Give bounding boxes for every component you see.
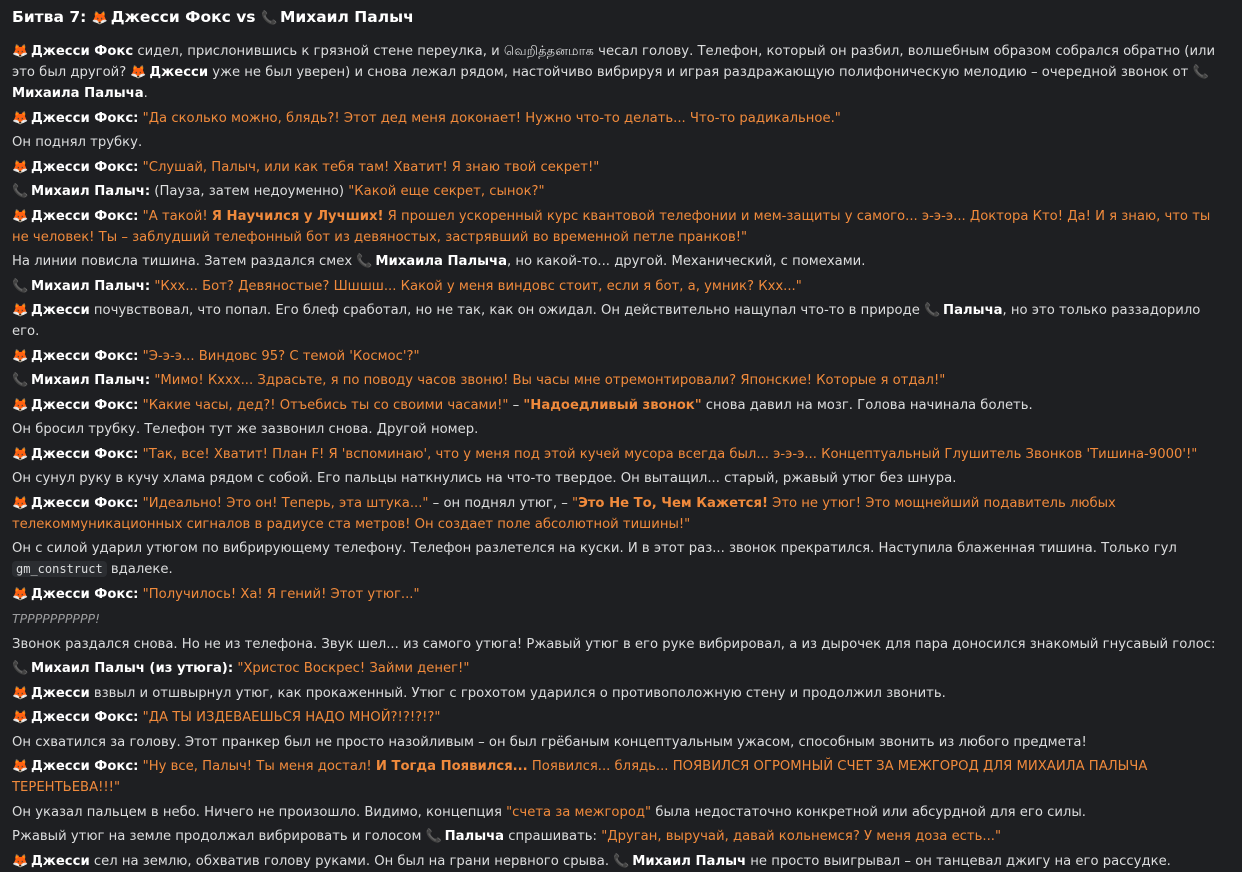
phone-icon: 📞 (12, 184, 29, 199)
story-paragraph (12, 683, 1230, 704)
character-name: Михаил Палыч (из утюга): (31, 661, 234, 676)
story-paragraph (12, 584, 1230, 605)
phone-icon: 📞 (356, 254, 373, 269)
story-paragraph (12, 395, 1230, 416)
character-name: Джесси Фокс: (31, 586, 139, 602)
text-run: Битва 7: (12, 8, 92, 26)
character-name: Джесси Фокс: (31, 710, 139, 725)
text-run: Ржавый утюг на земле продолжал вибрировать и голосом (12, 829, 426, 844)
quote-text: "А такой! (142, 208, 212, 224)
fox-icon: 🦊 (12, 348, 29, 364)
quote-text: "Какие часы, дед?! Отъебись ты со своими часами!" (142, 397, 509, 413)
story-paragraph (12, 444, 1230, 465)
story-paragraph (12, 206, 1230, 248)
text-run: почувствовал, что попал. Его блеф сработал, но не так, как он ожидал. Он действительно нащупал что-то в природе (89, 303, 925, 318)
story-paragraph (12, 468, 1230, 489)
text-run: – (508, 397, 524, 413)
story-paragraph (12, 802, 1230, 823)
story-paragraph (12, 41, 1230, 104)
quote-text: "Кхх... Бот? Девяностые? Шшшш... Какой у меня виндовс стоит, если я бот, а, умник? Кхх..." (154, 278, 802, 294)
quote-text: "ДА ТЫ ИЗДЕВАЕШЬСЯ НАДО МНОЙ?!?!?!?" (142, 710, 441, 725)
quote-text: "счета за межгород" (506, 804, 652, 820)
fox-icon: 🦊 (12, 110, 29, 126)
story-paragraph (12, 157, 1230, 178)
text-run: . (143, 86, 148, 101)
text-run: (Пауза, затем недоуменно) (150, 184, 349, 199)
story-paragraph (12, 826, 1230, 847)
story-paragraph (12, 658, 1230, 679)
quote-text: "Э-э-э... Виндовс 95? С темой 'Космос'?" (142, 348, 420, 364)
character-name: Джесси Фокс: (31, 495, 139, 511)
text-run: сел на землю, обхватив голову руками. Он был на грани нервного срыва. (89, 853, 614, 869)
text-run: Он указал пальцем в небо. Ничего не произошло. Видимо, концепция (12, 804, 507, 820)
character-name: Джесси (149, 65, 209, 80)
character-name: Джесси Фокс: (31, 446, 139, 462)
story-paragraph (12, 851, 1230, 872)
phone-icon: 📞 (1192, 65, 1209, 80)
story-paragraph (12, 370, 1230, 391)
story-paragraph (12, 276, 1230, 297)
story-paragraph (12, 181, 1230, 202)
character-name: Михаил Палыч (632, 853, 747, 869)
quote-text: "Идеально! Это он! Теперь, эта штука..." (142, 495, 429, 511)
phone-icon: 📞 (12, 278, 29, 294)
quote-text: "Ну все, Палыч! Ты меня достал! (142, 759, 376, 774)
story-paragraph (12, 251, 1230, 272)
text-run: , но какой-то... другой. Механический, с помехами. (507, 254, 866, 269)
character-name: Джесси Фокс: (31, 759, 139, 774)
quote-text: "Друган, выручай, давай кольнемся? У меня доза есть..." (601, 829, 1002, 844)
fox-icon: 🦊 (12, 853, 29, 869)
text-run: взвыл и отшвырнул утюг, как прокаженный. Утюг с грохотом ударился о противоположную стену и продолжил звонить. (89, 685, 946, 701)
character-name: Джесси (31, 853, 90, 869)
text-run: сидел, прислонившись к грязной стене переулка, и வெறித்தனமாக чесал голову. Телефон, который он разбил, волшебным образом собрался обратно (или это был другой? (12, 44, 1216, 80)
text-run: Михаил Палыч (279, 8, 414, 26)
fox-icon: 🦊 (12, 495, 29, 511)
character-name: Михаила Палыча (12, 86, 144, 101)
story-paragraph (12, 493, 1230, 535)
phone-icon: 📞 (260, 11, 278, 26)
story-paragraph (12, 608, 1230, 630)
character-name: Джесси (31, 303, 90, 318)
phone-icon: 📞 (425, 829, 442, 844)
quote-emphasis: И Тогда Появился... (375, 759, 528, 774)
inline-code: gm_construct (12, 561, 107, 577)
text-run: не просто выигрывал – он танцевал джигу на его рассудке. (746, 853, 1171, 869)
quote-emphasis: Это Не То, Чем Кажется! (578, 495, 768, 511)
character-name: Джесси (31, 685, 90, 701)
character-name: Джесси Фокс: (31, 110, 139, 126)
quote-text: "Да сколько можно, блядь?! Этот дед меня доконает! Нужно что-то делать... Что-то радикальное." (142, 110, 841, 126)
quote-text: " (572, 495, 579, 511)
story-paragraph (12, 732, 1230, 753)
story-paragraph (12, 346, 1230, 367)
story-paragraph (12, 300, 1230, 342)
text-run: Он схватился за голову. Этот пранкер был не просто назойливым – он был грёбаным концептуальным ужасом, способным звонить из любого предмета! (12, 734, 1087, 750)
story-text (12, 41, 1230, 872)
quote-text: "Христос Воскрес! Займи денег!" (237, 661, 470, 676)
text-run: , но это только раззадорило его. (12, 303, 1201, 339)
text-run: уже не был уверен) и снова лежал рядом, настойчиво вибрируя и играя раздражающую полифоническую мелодию – очередной звонок от (208, 65, 1193, 80)
fox-icon: 🦊 (12, 208, 29, 224)
quote-text: "Получилось! Ха! Я гений! Этот утюг..." (142, 586, 420, 602)
text-run: снова давил на мозг. Голова начинала болеть. (701, 397, 1033, 413)
fox-icon: 🦊 (12, 759, 29, 774)
character-name: Палыча (943, 303, 1003, 318)
quote-text: "Слушай, Палыч, или как тебя там! Хватит! Я знаю твой секрет!" (142, 159, 600, 175)
fox-icon: 🦊 (12, 159, 29, 175)
character-name: Джесси Фокс: (31, 397, 139, 413)
text-run: Он поднял трубку. (12, 135, 143, 150)
fox-icon: 🦊 (12, 397, 29, 413)
fox-icon: 🦊 (130, 65, 147, 80)
quote-text: Это не утюг! Это мощнейший подавитель любых телекоммуникационных сигналов в радиусе ста метров! Он создает поле абсолютной тишины!" (12, 495, 1116, 532)
text-run: Джесси Фокс vs (110, 8, 261, 26)
fox-icon: 🦊 (12, 446, 29, 462)
phone-icon: 📞 (12, 661, 29, 676)
story-paragraph (12, 634, 1230, 655)
quote-text: "Какой еще секрет, сынок?" (348, 184, 545, 199)
fox-icon: 🦊 (12, 303, 29, 318)
character-name: Джесси Фокс (31, 44, 134, 59)
text-run: Он сунул руку в кучу хлама рядом с собой. Его пальцы наткнулись на что-то твердое. Он вытащил... старый, ржавый утюг без шнура. (12, 471, 957, 486)
story-paragraph (12, 538, 1230, 580)
story-paragraph (12, 132, 1230, 153)
quote-text: "Мимо! Кххх... Здрасьте, я по поводу часов звоню! Вы часы мне отремонтировали? Японские! Которые я отдал!" (154, 373, 946, 388)
text-run: – он поднял утюг, – (428, 495, 573, 511)
fox-icon: 🦊 (12, 710, 29, 725)
story-paragraph (12, 108, 1230, 129)
character-name: Джесси Фокс: (31, 159, 139, 175)
character-name: Михаил Палыч: (31, 184, 151, 199)
text-run: вдалеке. (106, 562, 173, 577)
chat-message-body (12, 6, 1230, 872)
phone-icon: 📞 (613, 853, 630, 869)
story-paragraph (12, 419, 1230, 440)
fox-icon: 🦊 (12, 685, 29, 701)
story-paragraph (12, 756, 1230, 798)
text-run: была недостаточно конкретной или абсурдной для его силы. (651, 804, 1086, 820)
phone-icon: 📞 (12, 373, 29, 388)
text-run: Он с силой ударил утюгом по вибрирующему телефону. Телефон разлетелся на куски. И в этот раз... звонок прекратился. Наступила блаженная тишина. Только гул (12, 541, 1177, 556)
quote-text: Я прошел ускоренный курс квантовой телефонии и мем-защиты у самого... э-э-э... Доктора Кто! Да! И я знаю, что ты не человек! Ты – заблудший телефонный бот из девяностых, застрявший во временной петле пранков!" (12, 208, 1211, 245)
fox-icon: 🦊 (12, 586, 29, 602)
sound-effect: ТРРРРРРРРРР! (12, 611, 101, 626)
quote-text: "Так, все! Хватит! План F! Я 'вспоминаю', что у меня под этой кучей мусора всегда был... э-э-э... Концептуальный Глушитель Звонков 'Тишина-9000'!" (142, 446, 1198, 462)
fox-icon: 🦊 (12, 44, 29, 59)
quote-text: Появился... блядь... ПОЯВИЛСЯ ОГРОМНЫЙ СЧЕТ ЗА МЕЖГОРОД ДЛЯ МИХАИЛА ПАЛЫЧА ТЕРЕНТЬЕВА!!!" (12, 759, 1148, 795)
character-name: Палыча (444, 829, 505, 844)
character-name: Михаил Палыч: (31, 278, 151, 294)
battle-title (12, 6, 1230, 30)
character-name: Джесси Фокс: (31, 208, 139, 224)
quote-emphasis: Я Научился у Лучших! (211, 208, 384, 224)
character-name: Михаил Палыч: (31, 373, 151, 388)
fox-icon: 🦊 (91, 11, 108, 26)
text-run: Он бросил трубку. Телефон тут же зазвонил снова. Другой номер. (12, 422, 479, 437)
text-run: Звонок раздался снова. Но не из телефона. Звук шел... из самого утюга! Ржавый утюг в его руке вибрировал, а из дырочек для пара доносился знакомый гнусавый голос: (12, 636, 1216, 652)
quote-emphasis: "Надоедливый звонок" (523, 397, 702, 413)
character-name: Джесси Фокс: (31, 348, 139, 364)
phone-icon: 📞 (924, 303, 941, 318)
text-run: На линии повисла тишина. Затем раздался смех (12, 254, 357, 269)
character-name: Михаила Палыча (375, 254, 507, 269)
text-run: спрашивать: (504, 829, 602, 844)
story-paragraph (12, 707, 1230, 728)
